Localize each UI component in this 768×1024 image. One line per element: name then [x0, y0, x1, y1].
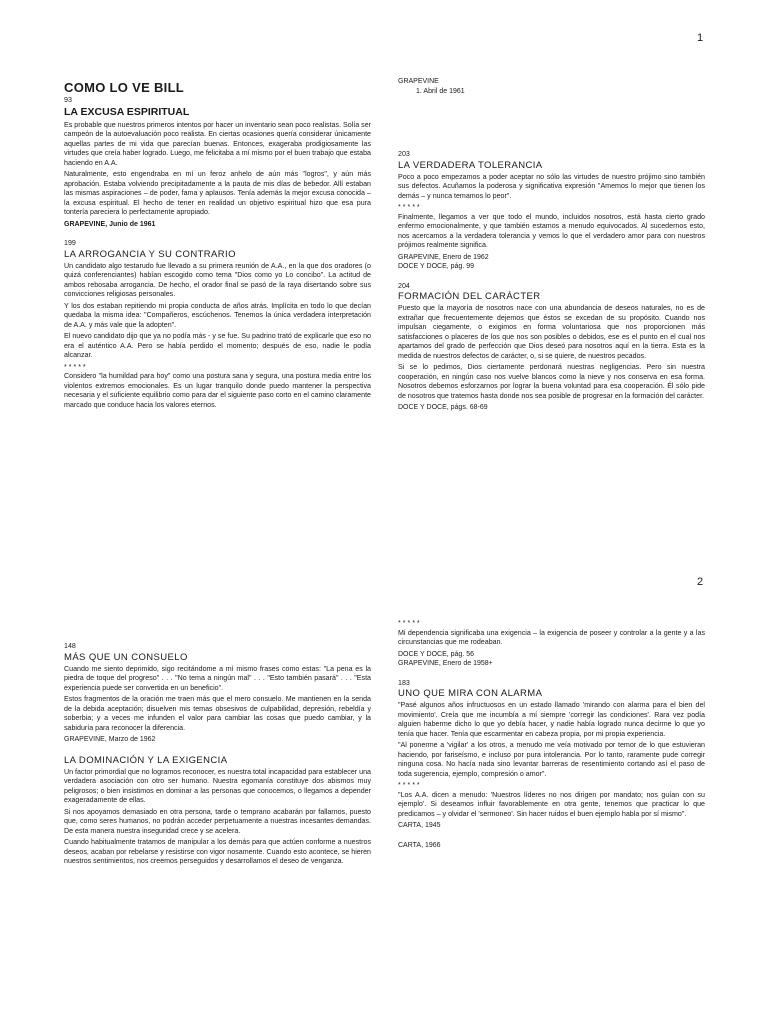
source-citation: GRAPEVINE — [398, 78, 439, 85]
source-citation: DOCE Y DOCE, pág. 99 — [398, 263, 474, 270]
source-citation: DOCE Y DOCE, pág. 56 — [398, 650, 474, 658]
paragraph: Finalmente, llegamos a ver que todo el mundo, incluidos nosotros, está hasta cierto grado enfermo emocionalmente, y que también estamos a menudo equivocados. Al sucedernos esto, nos acercamos a la verdadera tolerancia y vemos lo que el verdadero amor para con nuestros prójimos realmente significa. — [398, 212, 705, 249]
separator-stars: * * * * * — [398, 619, 420, 627]
section-number: 204 — [398, 281, 410, 290]
section-title: LA DOMINACIÓN Y LA EXIGENCIA — [64, 754, 228, 766]
paragraph: El nuevo candidato dijo que ya no podía más - y se fue. Su padrino trató de explicarle que eso no era el auténtico A.A. Pero se había perdido el momento; después de eso, nadie le podía alcanzar. — [64, 332, 371, 359]
paragraph: Es probable que nuestros primeros intentos por hacer un inventario sean poco realistas. Solía ser campeón de la autoevaluación poco realista. En ciertas ocasiones quería considerar únicamente aquellas partes de mi vida que parecían buenas. Entonces, exageraba prodigiosamente las virtudes que creía haber logrado. Luego, me felicitaba a mí mismo por el buen trabajo que estaba haciendo en A.A. — [64, 120, 371, 167]
paragraph: Considero "la humildad para hoy" como una postura sana y segura, una postura media entre los violentos extremos emocionales. Es un lugar tranquilo donde puedo mantener la perspectiva necesaria y el suficiente equilibrio como para dar el siguiente paso corto en el camino claramente marcado que conduce hacia los valores eternos. — [64, 372, 371, 409]
paragraph: Poco a poco empezamos a poder aceptar no sólo las virtudes de nuestro prójimo sino también sus defectos. Acuñamos la poderosa y significativa expresión "Amemos lo mejor que tienen los demás – y nunca temamos lo peor". — [398, 172, 705, 200]
source-citation: GRAPEVINE, Enero de 1958+ — [398, 660, 493, 667]
section-number: 93 — [64, 96, 72, 104]
section-title: LA VERDADERA TOLERANCIA — [398, 159, 543, 171]
source-citation: GRAPEVINE, Marzo de 1962 — [64, 736, 156, 743]
page1-right-column — [398, 77, 705, 413]
page1-left-column — [64, 80, 371, 412]
section-number: 148 — [64, 642, 76, 650]
section-number: 199 — [64, 239, 76, 247]
section-title: MÁS QUE UN CONSUELO — [64, 651, 188, 663]
paragraph: Un candidato algo testarudo fue llevado a su primera reunión de A.A., en la que dos oradores (o quizá conferenciantes) habían escogido como tema "Dios como yo Lo concibo". La actitud de ambos rebosaba arrogancia. De hecho, el orador final se pasó de la raya disertando sobre sus convicciones religiosas personales. — [64, 261, 371, 298]
paragraph: Un factor primordial que no logramos reconocer, es nuestra total incapacidad para establecer una verdadera asociación con otro ser humano. Nuestra egomanía constituye dos abismos muy peligrosos; o bien insistimos en dominar a las personas que conocemos, o llegamos a depender exageradamente de ellas. — [64, 767, 371, 804]
section-title: LA EXCUSA ESPIRITUAL — [64, 105, 190, 118]
source-citation: GRAPEVINE, Junio de 1961 — [64, 220, 156, 228]
paragraph: Si se lo pedimos, Dios ciertamente perdonará nuestras negligencias. Pero sin nuestra cooperación, en ningún caso nos vuelve blancos como la nieve y nos conserva en esa forma. Nosotros debemos esforzarnos por lograr la buena voluntad para esa cooperación. Él sólo pide de nosotros que tratemos hasta donde nos sea posible de progresar en la formación del carácter. — [398, 363, 705, 400]
page2-left-column — [64, 642, 371, 869]
source-list-item: 1. Abril de 1961 — [416, 87, 465, 95]
section-title: FORMACIÓN DEL CARÁCTER — [398, 291, 541, 302]
separator-stars: * * * * * — [64, 362, 86, 371]
source-citation: DOCE Y DOCE, págs. 68-69 — [398, 404, 488, 411]
page2-right-column — [398, 619, 705, 850]
paragraph: Naturalmente, esto engendraba en mí un feroz anhelo de aún más "logros", y aún más aprobación. Estaba volviendo precipitadamente a la pauta de mis días de bebedor. Allí estaban las mismas aspiraciones – de poder, fama y aplausos. Tenía además la mejor excusa conocida – la excusa espiritual. El hecho de tener en realidad un objetivo espiritual hizo que esa pura tontería pareciera lo perfectamente apropiado. — [64, 170, 371, 216]
section-title: LA ARROGANCIA Y SU CONTRARIO — [64, 248, 236, 260]
paragraph: Y los dos estaban repitiendo mi propia conducta de años atrás. Implícita en todo lo que decían quedaba la misma idea: "Compañeros, escúchenos. Tenemos la única verdadera interpretación de A.A. y más vale que la adopten". — [64, 301, 371, 329]
section-title: UNO QUE MIRA CON ALARMA — [398, 688, 543, 699]
source-citation: CARTA, 1945 — [398, 822, 441, 829]
section-number: 183 — [398, 678, 410, 687]
section-number: 203 — [398, 150, 410, 158]
paragraph: Puesto que la mayoría de nosotros nace con una abundancia de deseos naturales, no es de extrañar que frecuentemente dejemos que éstos se excedan de su propósito. Cuando nos impulsan ciegamente, o exigimos en forma voluntariosa que nos proporcionen más satisfacciones o placeres de los que nos son posibles o debidos, ese es el punto en el cual nos apartamos del grado de perfección que Dios deseó para nosotros aquí en la tierra. Esta es la medida de nuestros defectos de carácter, o, si se quiere, de nuestros pecados. — [398, 304, 705, 360]
source-citation: GRAPEVINE, Enero de 1962 — [398, 253, 489, 261]
paragraph: Mi dependencia significaba una exigencia – la exigencia de poseer y controlar a la gente y a las circunstancias que me rodeaban. — [398, 628, 705, 646]
paragraph: Cuando me siento deprimido, sigo recitándome a mí mismo frases como estas: "La pena es la piedra de toque del progreso" . . . "No tema a ningún mal" . . . "Esto también pasará" . . . "Esta experiencia puede ser convertida en un beneficio". — [64, 664, 371, 692]
paragraph: Estos fragmentos de la oración me traen más que el mero consuelo. Me mantienen en la senda de la debida aceptación; disuelven mis temas obsesivos de culpabilidad, depresión, rebeldía y soberbia; y a veces me infunden el valor para cambiar las cosas que puedo cambiar, y la sabiduría para reconocer la diferencia. — [64, 695, 371, 732]
paragraph: Cuando habitualmente tratamos de manipular a los demás para que actúen conforme a nuestros deseos, acaban por rebelarse y resistirse con vigor nosamente. Cuando esto acontece, se hieren nuestros sentimientos, nos creemos perseguidos y desarrollamos el deseo de venganza. — [64, 838, 371, 865]
separator-stars: * * * * * — [398, 203, 420, 211]
paragraph: Si nos apoyamos demasiado en otra persona, tarde o temprano acabarán por fallarnos, puesto que, como seres humanos, no podrán acceder perpetuamente a nuestras incesantes demandas. De esta manera nuestra inseguridad crece y se acelera. — [64, 807, 371, 835]
paragraph: "Al ponerme a 'vigilar' a los otros, a menudo me veía motivado por temor de lo que estuvieran haciendo, por fariseísmo, e incluso por pura intolerancia. Por lo tanto, raramente pude corregir ninguna cosa. No hacía nada sino levantar barreras de resentimiento cortando así el paso de toda sugerencia, ejemplo, compresión o amor". — [398, 741, 705, 778]
paragraph: "Los A.A. dicen a menudo: 'Nuestros líderes no nos dirigen por mandato; nos guían con su ejemplo'. Si deseamos influir favorablemente en otra gente, tenemos que practicar lo que predicamos – y olvidar el 'sermoneo'. Sin hacer ruidos el buen ejemplo habla por sí mismo". — [398, 790, 705, 818]
page-number-1: 1 — [697, 32, 704, 44]
document-title: COMO LO VE BILL — [64, 80, 185, 95]
paragraph: "Pasé algunos años infructuosos en un estado llamado 'mirando con alarma para el bien del movimiento'. Creía que me incumbía a mí siempre 'corregir las condiciones'. Rara vez podía alguien haberme dicho lo que yo debía hacer, y nadie había logrado nunca decirme lo que yo tenía que hacer. Tenía que escarmentar en cabeza propia, por mi propia experiencia. — [398, 701, 705, 738]
page-number-2: 2 — [697, 576, 704, 588]
separator-stars: * * * * * — [398, 781, 420, 789]
source-citation: CARTA, 1966 — [398, 841, 441, 849]
